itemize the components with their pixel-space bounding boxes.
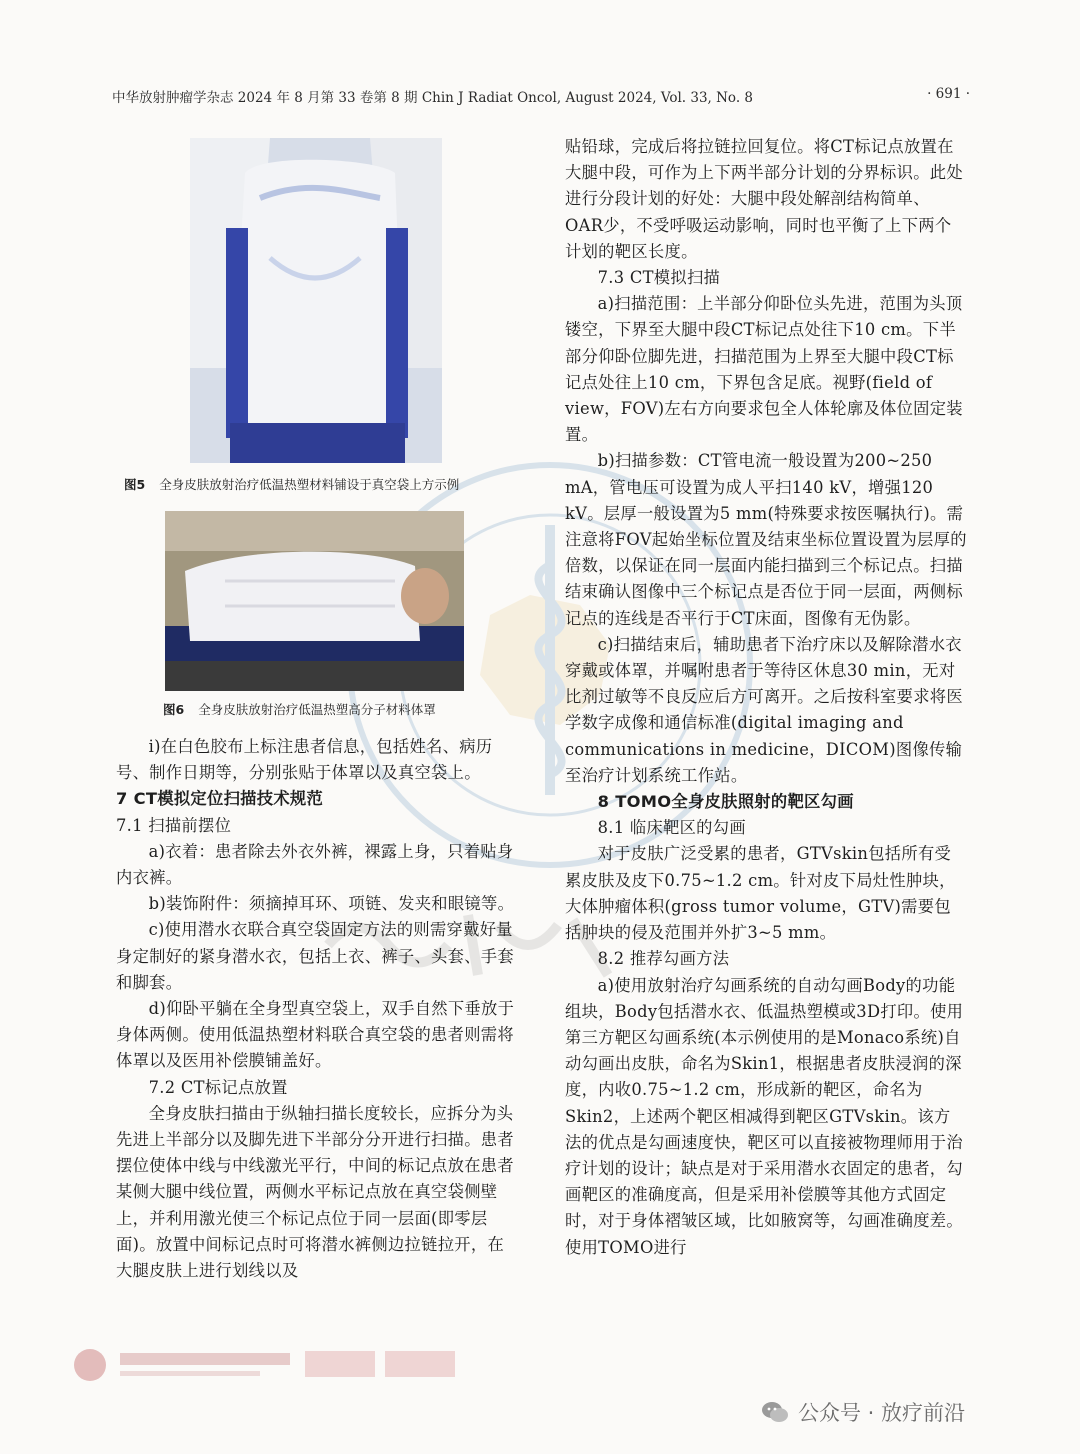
paragraph: 全身皮肤扫描由于纵轴扫描长度较长，应拆分为头先进上半部分以及脚先进下半部分分开进行扫描。患者摆位使体中线与中线激光平行，中间的标记点放在患者某侧大腿中线位置，两侧水平标记点放在真空袋侧壁上，并利用激光使三个标记点位于同一层面(即零层面)。放置中间标记点时可将潜水裤侧边拉链拉开，在大腿皮肤上进行划线以及 — [116, 1103, 514, 1281]
subsection-heading-8-2: 8.2 推荐勾画方法 — [597, 949, 730, 969]
subsection-heading-8-1: 8.1 临床靶区的勾画 — [597, 818, 746, 838]
figure-5-label: 图5 — [124, 477, 146, 492]
subsection-heading-7-1: 7.1 扫描前摆位 — [116, 815, 232, 835]
paragraph: a)衣着：患者除去外衣外裤，裸露上身，只着贴身内衣裤。 — [116, 841, 514, 888]
wechat-account-badge[interactable] — [760, 1395, 965, 1429]
running-header — [112, 86, 970, 108]
paragraph: d)仰卧平躺在全身型真空袋上，双手自然下垂放于身体两侧。使用低温热塑材料联合真空袋的患者则需将体罩以及医用补偿膜铺盖好。 — [116, 999, 515, 1071]
publisher-logo-icon — [70, 1345, 470, 1385]
paragraph: i)在白色胶布上标注患者信息，包括姓名、病历号、制作日期等，分别张贴于体罩以及真空袋上。 — [116, 737, 493, 783]
journal-citation: 中华放射肿瘤学杂志 2024 年 8 月第 33 卷第 8 期 Chin J Radiat Oncol, August 2024, Vol. 33, No. 8 — [112, 90, 753, 106]
figure-5-caption — [124, 475, 459, 493]
paragraph: c)扫描结束后，辅助患者下治疗床以及解除潜水衣穿戴或体罩，并嘱咐患者于等待区休息30 min，无对比剂过敏等不良反应后方可离开。之后按科室要求将医学数字成像和通信标准(digital imaging and communications in medicine，DICOM)图像传输至治疗计划系统工作站。 — [565, 634, 963, 785]
paragraph: b)扫描参数：CT管电流一般设置为200~250 mA，管电压可设置为成人平扫140 kV，增强120 kV。层厚一般设置为5 mm(特殊要求按医嘱执行)。需注意将FOV起始坐标位置及结束坐标位置设置为层厚的倍数，以保证在同一层面内能扫描到三个标记点。扫描结束确认图像中三个标记点是否位于同一层面，两侧标记点的连线是否平行于CT床面，图像有无伪影。 — [565, 451, 967, 628]
section-heading-8: 8 TOMO全身皮肤照射的靶区勾画 — [597, 792, 854, 812]
wechat-icon — [760, 1397, 790, 1427]
wechat-account-name: 公众号 · 放疗前沿 — [798, 1401, 966, 1425]
paragraph: 对于皮肤广泛受累的患者，GTVskin包括所有受累皮肤及皮下0.75~1.2 cm。针对皮下局灶性肿块，大体肿瘤体积(gross tumor volume，GTV)需要包括肿块的侵及范围并外扩3~5 mm。 — [565, 844, 956, 943]
subsection-heading-7-3: 7.3 CT模拟扫描 — [597, 268, 721, 288]
figure-5-image — [190, 138, 442, 463]
paragraph: a)扫描范围：上半部分仰卧位头先进，范围为头顶镂空，下界至大腿中段CT标记点处往下10 cm。下半部分仰卧位脚先进，扫描范围为上界至大腿中段CT标记点处往上10 cm，下界包含足底。视野(field of view，FOV)左右方向要求包全人体轮廓及体位固定装置。 — [565, 294, 963, 445]
figure-6-image — [165, 511, 464, 691]
page-number: · 691 · — [927, 86, 970, 102]
figure-6-caption-text: 全身皮肤放射治疗低温热塑高分子材料体罩 — [198, 702, 436, 717]
figure-5-caption-text: 全身皮肤放射治疗低温热塑材料铺设于真空袋上方示例 — [159, 477, 460, 492]
subsection-heading-7-2: 7.2 CT标记点放置 — [148, 1077, 288, 1097]
section-heading-7: 7 CT模拟定位扫描技术规范 — [116, 789, 324, 809]
right-column-text — [565, 134, 967, 1261]
left-column-text — [116, 734, 518, 1284]
paragraph: 贴铅球，完成后将拉链拉回复位。将CT标记点放置在大腿中段，可作为上下两半部分计划的分界标识。此处进行分段计划的好处：大腿中段处解剖结构简单、OAR少，不受呼吸运动影响，同时也平衡了上下两个计划的靶区长度。 — [565, 137, 963, 261]
paragraph: a)使用放射治疗勾画系统的自动勾画Body的功能组块，Body包括潜水衣、低温热塑模或3D打印。使用第三方靶区勾画系统(本示例使用的是Monaco系统)自动勾画出皮肤，命名为Skin1，根据患者皮肤浸润的深度，内收0.75~1.2 cm，形成新的靶区，命名为Skin2，上述两个靶区相减得到靶区GTVskin。该方法的优点是勾画速度快，靶区可以直接被物理师用于治疗计划的设计；缺点是对于采用潜水衣固定的患者，勾画靶区的准确度高，但是采用补偿膜等其他方式固定时，对于身体褶皱区域，比如腋窝等，勾画准确度差。使用TOMO进行 — [565, 975, 964, 1257]
figure-6-caption — [163, 700, 436, 718]
paragraph: c)使用潜水衣联合真空袋固定方法的则需穿戴好量身定制好的紧身潜水衣，包括上衣、裤子、头套、手套和脚套。 — [116, 920, 514, 992]
paragraph: b)装饰附件：须摘掉耳环、项链、发夹和眼镜等。 — [148, 894, 515, 914]
figure-6-label: 图6 — [163, 702, 185, 717]
